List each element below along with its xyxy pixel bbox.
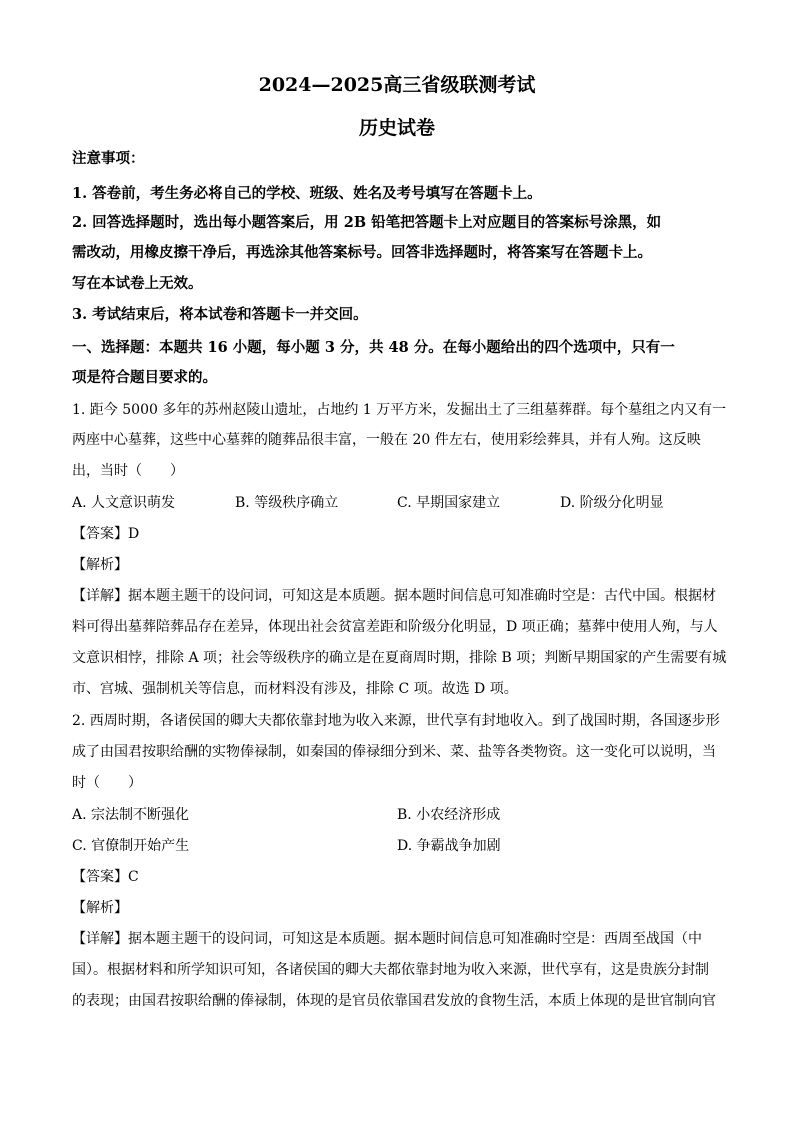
q1-analysis-label: 【解析】 <box>72 557 128 573</box>
q2-answer: 【答案】C <box>72 869 139 885</box>
q2-option-a: A. 宗法制不断强化 <box>72 807 190 823</box>
notice-item-3: 3. 考试结束后，将本试卷和答题卡一并交回。 <box>72 306 368 323</box>
q1-answer: 【答案】D <box>72 526 140 542</box>
notice-item-2-line-1: 2. 回答选择题时，选出每小题答案后，用 2B 铅笔把答题卡上对应题目的答案标号涂黑，如 <box>72 214 662 231</box>
q1-detail-line-1: 【详解】据本题主题干的设问词，可知这是本质题。据本题时间信息可知准确时空是：古代中国。根据材 <box>72 588 716 604</box>
q2-stem-line-1: 2. 西周时期，各诸侯国的卿大夫都依靠封地为收入来源，世代享有封地收入。到了战国时期，各国逐步形 <box>72 713 720 729</box>
q1-stem-line-3: 出，当时（ ） <box>72 463 184 479</box>
q1-detail-line-2: 料可得出墓葬陪葬品存在差异，体现出社会贫富差距和阶级分化明显，D 项正确；墓葬中使用人殉，与人 <box>72 619 718 635</box>
q2-option-b: B. 小农经济形成 <box>397 807 501 823</box>
q2-analysis-label: 【解析】 <box>72 900 128 916</box>
q1-option-d: D. 阶级分化明显 <box>560 495 664 511</box>
q2-detail-line-3: 的表现；由国君按职给酬的俸禄制，体现的是官员依靠国君发放的食物生活，本质上体现的是世官制向官 <box>72 993 716 1009</box>
notice-item-1: 1. 答卷前，考生务必将自己的学校、班级、姓名及考号填写在答题卡上。 <box>72 185 542 202</box>
notice-heading: 注意事项： <box>72 150 145 167</box>
q1-stem-line-2: 两座中心墓葬，这些中心墓葬的随葬品很丰富，一般在 20 件左右，使用彩绘葬具，并有人殉。这反映 <box>72 432 701 448</box>
notice-item-2-line-2: 需改动，用橡皮擦干净后，再选涂其他答案标号。回答非选择题时，将答案写在答题卡上。 <box>72 244 652 261</box>
q1-option-b: B. 等级秩序确立 <box>235 495 339 511</box>
q1-option-c: C. 早期国家建立 <box>397 495 501 511</box>
q2-detail-line-1: 【详解】据本题主题干的设问词，可知这是本质题。据本题时间信息可知准确时空是：西周至战国（中 <box>72 931 702 947</box>
q1-stem-line-1: 1. 距今 5000 多年的苏州赵陵山遗址，占地约 1 万平方米，发掘出土了三组墓葬群。每个墓组之内又有一 <box>72 402 727 418</box>
exam-subtitle: 历史试卷 <box>358 117 435 139</box>
q2-option-d: D. 争霸战争加剧 <box>397 838 501 854</box>
q1-detail-line-3: 文意识相悖，排除 A 项；社会等级秩序的确立是在夏商周时期，排除 B 项；判断早期国家的产生需要有城 <box>72 650 727 666</box>
q2-option-c: C. 官僚制开始产生 <box>72 838 190 854</box>
q1-detail-line-4: 市、宫城、强制机关等信息，而材料没有涉及，排除 C 项。故选 D 项。 <box>72 681 518 697</box>
notice-item-2-line-3: 写在本试卷上无效。 <box>72 275 203 292</box>
q2-stem-line-3: 时（ ） <box>72 775 142 791</box>
exam-title: 2024—2025高三省级联测考试 <box>258 74 536 96</box>
q2-detail-line-2: 国）。根据材料和所学知识可知，各诸侯国的卿大夫都依靠封地为收入来源，世代享有，这是贵族分封制 <box>72 962 709 978</box>
q2-stem-line-2: 成了由国君按职给酬的实物俸禄制，如秦国的俸禄细分到米、菜、盐等各类物资。这一变化可以说明，当 <box>72 744 716 760</box>
section-heading-line-1: 一、选择题：本题共 16 小题，每小题 3 分，共 48 分。在每小题给出的四个选项中，只有一 <box>72 339 675 356</box>
section-heading-line-2: 项是符合题目要求的。 <box>72 369 217 386</box>
q1-option-a: A. 人文意识萌发 <box>72 495 176 511</box>
